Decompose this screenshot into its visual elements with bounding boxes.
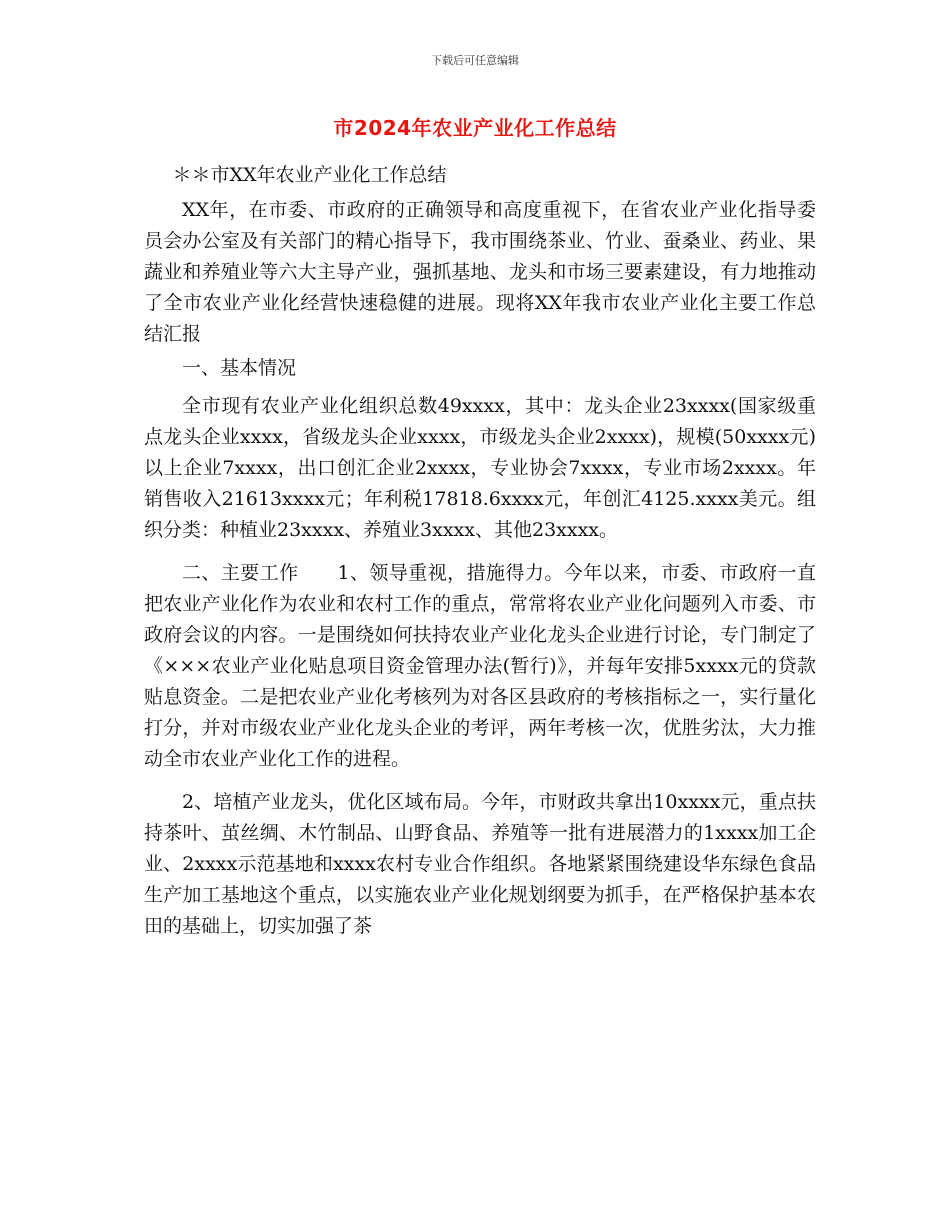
page-header-note: 下载后可任意编辑 — [431, 54, 519, 67]
section-1-heading: 一、基本情况 — [182, 357, 297, 379]
intro-paragraph: XX年，在市委、市政府的正确领导和高度重视下，在省农业产业化指导委员会办公室及有关部门的精心指导下，我市围绕茶业、竹业、蚕桑业、药业、果蔬业和养殖业等六大主导产业，强抓基地、龙头和市场三要素建设，有力地推动了全市农业产业化经营快速稳健的进展。现将XX年我市农业产业化主要工作总结汇报 — [144, 199, 816, 345]
section-1-paragraph: 全市现有农业产业化组织总数49xxxx，其中：龙头企业23xxxx(国家级重点龙头企业xxxx，省级龙头企业xxxx，市级龙头企业2xxxx)，规模(50xxxx元)以上企业7xxxx，出口创汇企业2xxxx，专业协会7xxxx，专业市场2xxxx。年销售收入21613xxxx元；年利税17818.6xxxx元，年创汇4125.xxxx美元。组织分类：种植业23xxxx、养殖业3xxxx、其他23xxxx。 — [144, 395, 816, 541]
document-subtitle: ＊＊市XX年农业产业化工作总结 — [172, 164, 447, 186]
section-2-paragraph: 二、主要工作 1、领导重视，措施得力。今年以来，市委、市政府一直把农业产业化作为农业和农村工作的重点，常常将农业产业化问题列入市委、市政府会议的内容。一是围绕如何扶持农业产业化龙头企业进行讨论，专门制定了《×××农业产业化贴息项目资金管理办法(暂行)》，并每年安排5xxxx元的贷款贴息资金。二是把农业产业化考核列为对各区县政府的考核指标之一，实行量化打分，并对市级农业产业化龙头企业的考评，两年考核一次，优胜劣汰，大力推动全市农业产业化工作的进程。 — [144, 562, 816, 770]
document-body — [144, 160, 816, 942]
document-title: 市2024年农业产业化工作总结 — [333, 116, 617, 140]
section-2-item-2-paragraph: 2、培植产业龙头，优化区域布局。今年，市财政共拿出10xxxx元，重点扶持茶叶、茧丝绸、木竹制品、山野食品、养殖等一批有进展潜力的1xxxx加工企业、2xxxx示范基地和xxxx农村专业合作组织。各地紧紧围绕建设华东绿色食品生产加工基地这个重点，以实施农业产业化规划纲要为抓手，在严格保护基本农田的基础上，切实加强了茶 — [144, 791, 816, 937]
